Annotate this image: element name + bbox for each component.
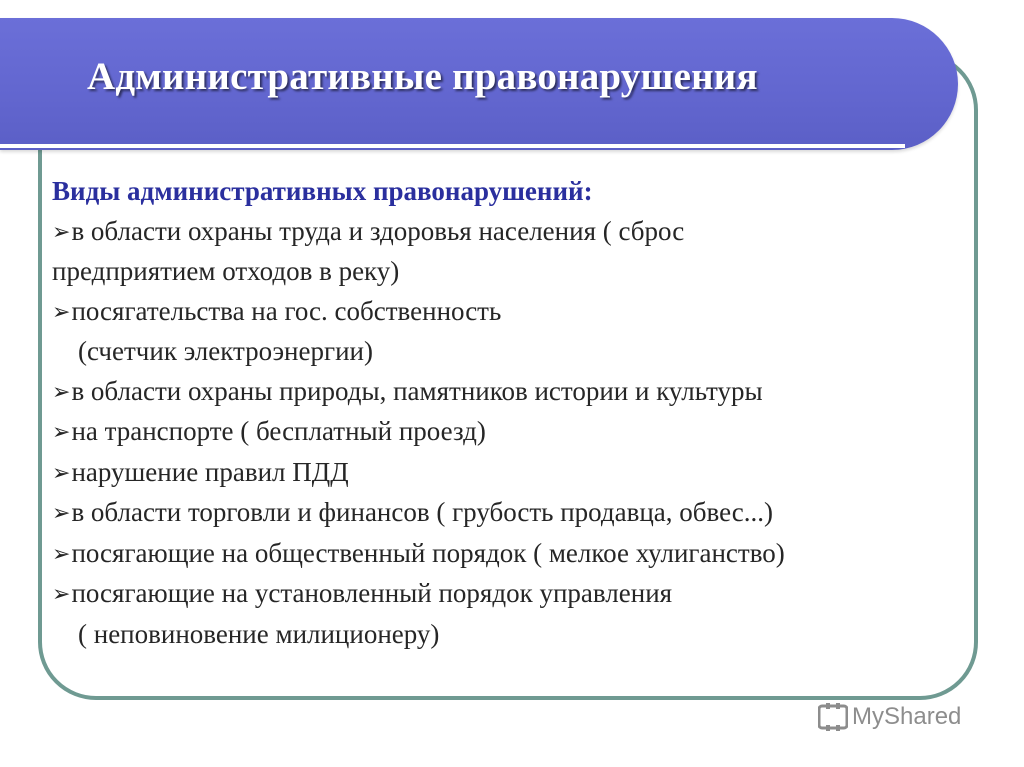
list-item-text: в области охраны труда и здоровья населения ( сброс xyxy=(71,215,685,246)
list-item-text: посягательства на гос. собственность xyxy=(71,295,502,326)
title-underline xyxy=(0,144,905,148)
list-item-text: в области охраны природы, памятников истории и культуры xyxy=(71,375,763,406)
list-item-text: посягающие на общественный порядок ( мелкое хулиганство) xyxy=(71,537,785,568)
bullet-arrow-icon: ➢ xyxy=(52,501,71,526)
list-item xyxy=(52,574,987,615)
list-item xyxy=(52,292,987,333)
list-item-text: в области торговли и финансов ( грубость продавца, обвес...) xyxy=(71,497,774,527)
bullet-arrow-icon: ➢ xyxy=(52,379,71,405)
slide-title: Административные правонарушения xyxy=(87,55,758,98)
bullet-arrow-icon: ➢ xyxy=(52,460,71,486)
bullet-arrow-icon: ➢ xyxy=(52,582,71,607)
bullet-arrow-icon: ➢ xyxy=(52,541,71,567)
slide-body xyxy=(52,172,987,654)
list-item-continuation: ( неповиновение милиционеру) xyxy=(78,618,440,649)
list-item xyxy=(52,412,987,453)
watermark-text: MyShared xyxy=(852,703,962,730)
list-item xyxy=(52,372,987,413)
bullet-list xyxy=(52,212,987,655)
watermark xyxy=(818,702,961,732)
list-item-continuation: (счетчик электроэнергии) xyxy=(78,336,373,366)
list-item xyxy=(52,493,987,534)
list-item-text: нарушение правил ПДД xyxy=(71,456,349,487)
list-item-text: на транспорте ( бесплатный проезд) xyxy=(71,416,486,446)
list-item-continuation: предприятием отходов в реку) xyxy=(52,256,400,286)
myshared-logo-icon xyxy=(818,702,848,732)
list-item xyxy=(52,534,987,575)
bullet-arrow-icon: ➢ xyxy=(52,299,71,325)
list-item xyxy=(52,453,987,494)
bullet-arrow-icon: ➢ xyxy=(52,219,71,245)
list-item xyxy=(52,212,987,253)
section-heading: Виды административных правонарушений: xyxy=(52,176,593,206)
bullet-arrow-icon: ➢ xyxy=(52,420,71,445)
list-item-text: посягающие на установленный порядок управления xyxy=(71,578,673,608)
